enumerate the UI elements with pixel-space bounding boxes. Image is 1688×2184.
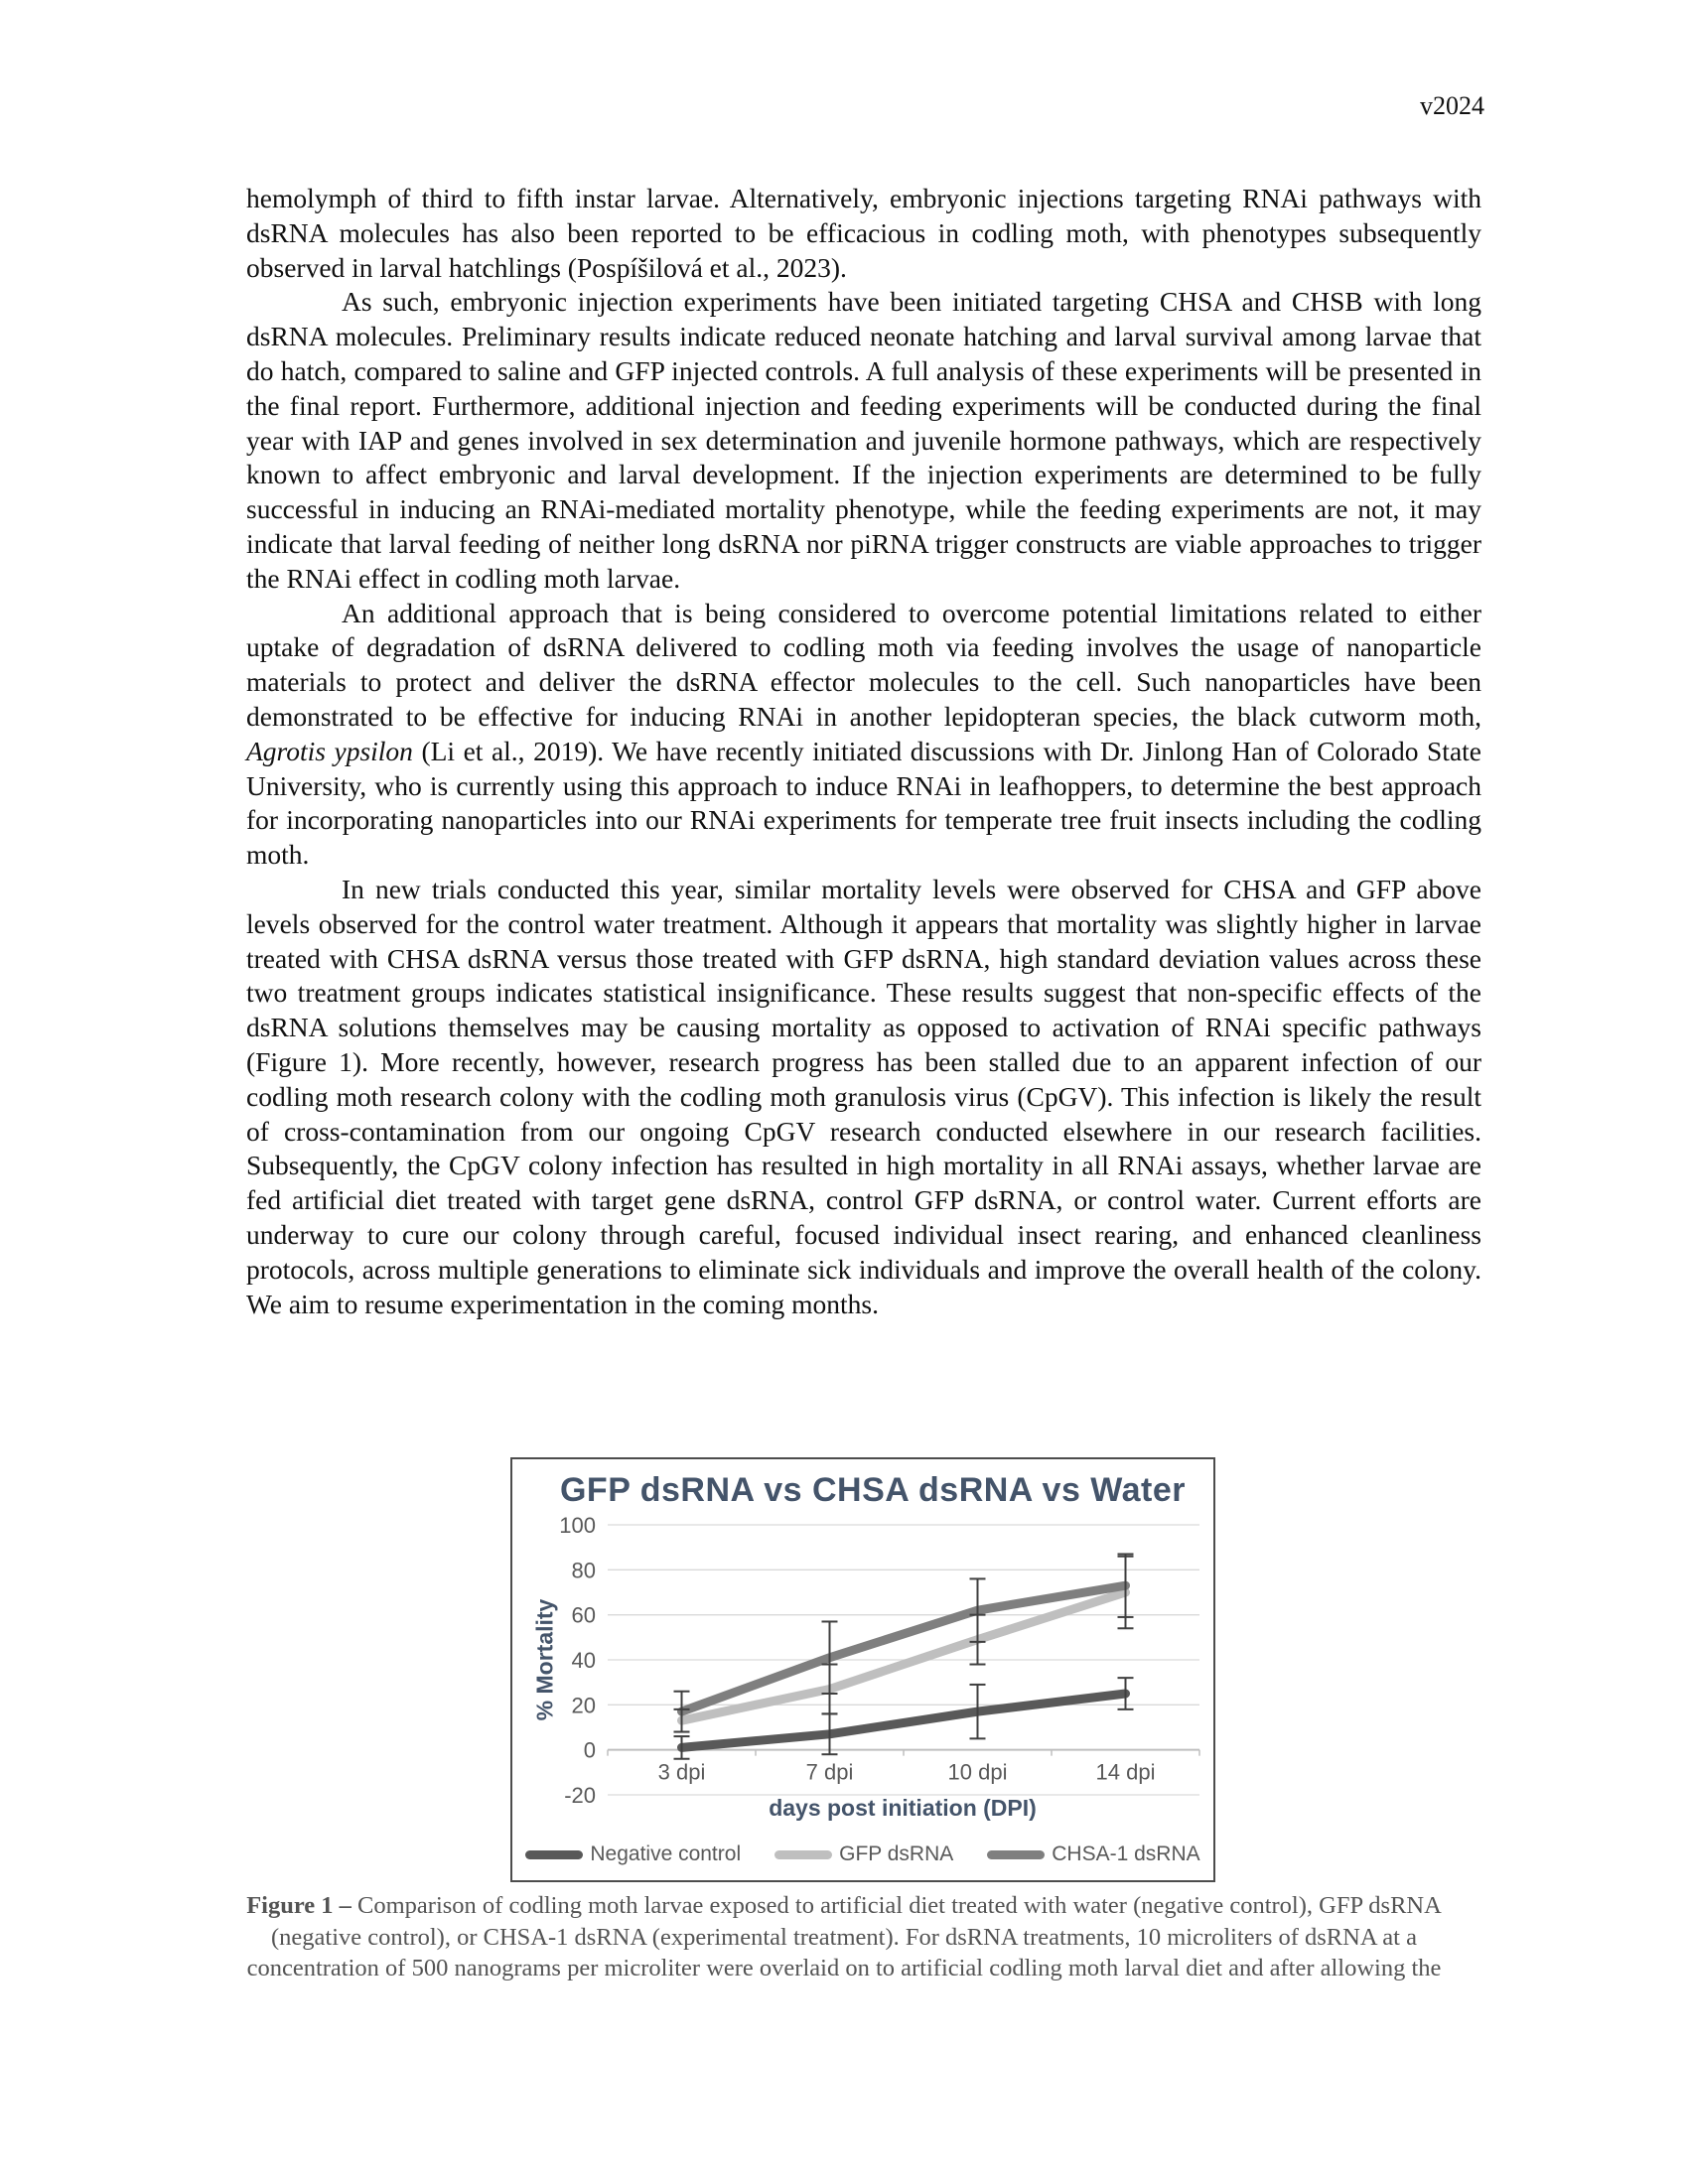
figure-1-chart [510, 1457, 1215, 1882]
x-category-label: 14 dpi [1095, 1759, 1156, 1785]
paragraph-3 [246, 597, 1481, 873]
chart-y-axis-title: % Mortality [531, 1598, 558, 1721]
y-tick-label: 80 [571, 1558, 596, 1583]
chart-x-axis-title: days post initiation (DPI) [769, 1795, 1037, 1821]
paragraph-2 [246, 285, 1481, 596]
x-category-label: 7 dpi [805, 1759, 854, 1785]
y-tick-label: 20 [571, 1693, 596, 1718]
y-tick-label: 40 [571, 1648, 596, 1673]
figure-caption-text: Comparison of codling moth larvae exposed to artificial diet treated with water (negative control), GFP dsRNA (negative control), or CHSA-1 dsRNA (experimental treatment). For dsRNA treatments, 10 microliters of dsRNA at a concentration of 500 nanograms per microliter were overlaid on to artificial codling moth larval diet and after allowing the [246, 1892, 1442, 1981]
species-name-italic: Agrotis ypsilon [246, 735, 413, 766]
version-label: v2024 [1420, 91, 1484, 120]
y-tick-label: 100 [559, 1513, 596, 1538]
x-category-label: 3 dpi [657, 1759, 706, 1785]
paragraph-2-text: As such, embryonic injection experiments have been initiated targeting CHSA and CHSB with long dsRNA molecules. Preliminary results indicate reduced neonate hatching and larval survival among larvae that do hatch, compared to saline and GFP injected controls. A full analysis of these experiments will be presented in the final report. Furthermore, additional injection and feeding experiments will be conducted during the final year with IAP and genes involved in sex determination and juvenile hormone pathways, which are respectively known to affect embryonic and larval development. If the injection experiments are determined to be fully successful in inducing an RNAi-mediated mortality phenotype, while the feeding experiments are not, it may indicate that larval feeding of neither long dsRNA nor piRNA trigger constructs are viable approaches to trigger the RNAi effect in codling moth larvae. [246, 286, 1481, 594]
paragraph-4-text: In new trials conducted this year, similar mortality levels were observed for CHSA and GFP above levels observed for the control water treatment. Although it appears that mortality was slightly higher in larvae treated with CHSA dsRNA versus those treated with GFP dsRNA, high standard deviation values across these two treatment groups indicates statistical insignificance. These results suggest that non-specific effects of the dsRNA solutions themselves may be causing mortality as opposed to activation of RNAi specific pathways (Figure 1). More recently, however, research progress has been stalled due to an apparent infection of our codling moth research colony with the codling moth granulosis virus (CpGV). This infection is likely the result of cross-contamination from our ongoing CpGV research conducted elsewhere in our research facilities. Subsequently, the CpGV colony infection has resulted in high mortality in all RNAi assays, whether larvae are fed artificial diet treated with target gene dsRNA, control GFP dsRNA, or control water. Current efforts are underway to cure our colony through careful, focused individual insect rearing, and enhanced cleanliness protocols, across multiple generations to eliminate sick individuals and improve the overall health of the colony. We aim to resume experimentation in the coming months. [246, 873, 1481, 1319]
legend-item-gfp-dsrna [774, 1843, 953, 1866]
legend-label: Negative control [590, 1843, 742, 1865]
x-category-label: 10 dpi [947, 1759, 1008, 1785]
legend-item-chsa-1-dsrna [987, 1843, 1199, 1866]
paragraph-1 [246, 182, 1481, 285]
chart-title: GFP dsRNA vs CHSA dsRNA vs Water [559, 1471, 1187, 1509]
body-text [246, 182, 1481, 1321]
legend-label: GFP dsRNA [839, 1843, 954, 1865]
figure-caption [209, 1890, 1479, 1984]
paragraph-1-text: hemolymph of third to fifth instar larvae. Alternatively, embryonic injections targeting RNAi pathways with dsRNA molecules has also been reported to be efficacious in codling moth, with phenotypes subsequently observed in larval hatchlings (Pospíšilová et al., 2023). [246, 183, 1481, 283]
series-line-chsa-1-dsrna [682, 1585, 1126, 1711]
chart-legend [512, 1843, 1213, 1866]
paragraph-4 [246, 873, 1481, 1321]
y-tick-label: 60 [571, 1602, 596, 1628]
paragraph-3-text-post: (Li et al., 2019). We have recently initiated discussions with Dr. Jinlong Han of Colorado State University, who is currently using this approach to induce RNAi in leafhoppers, to determine the best approach for incorporating nanoparticles into our RNAi experiments for temperate tree fruit insects including the codling moth. [246, 735, 1482, 871]
legend-item-negative-control [525, 1843, 741, 1866]
y-tick-label: 0 [583, 1737, 596, 1763]
paragraph-3-text-pre: An additional approach that is being considered to overcome potential limitations related to either uptake of degradation of dsRNA delivered to codling moth via feeding involves the usage of nanoparticle materials to protect and deliver the dsRNA effector molecules to the cell. Such nanoparticles have been demonstrated to be effective for inducing RNAi in another lepidopteran species, the black cutworm moth, [246, 597, 1481, 732]
y-tick-label: -20 [564, 1783, 596, 1808]
legend-swatch [525, 1850, 583, 1859]
legend-label: CHSA-1 dsRNA [1052, 1843, 1200, 1865]
figure-caption-label: Figure 1 – [246, 1892, 352, 1919]
series-line-negative-control [682, 1694, 1126, 1747]
legend-swatch [987, 1850, 1045, 1859]
legend-swatch [774, 1850, 832, 1859]
